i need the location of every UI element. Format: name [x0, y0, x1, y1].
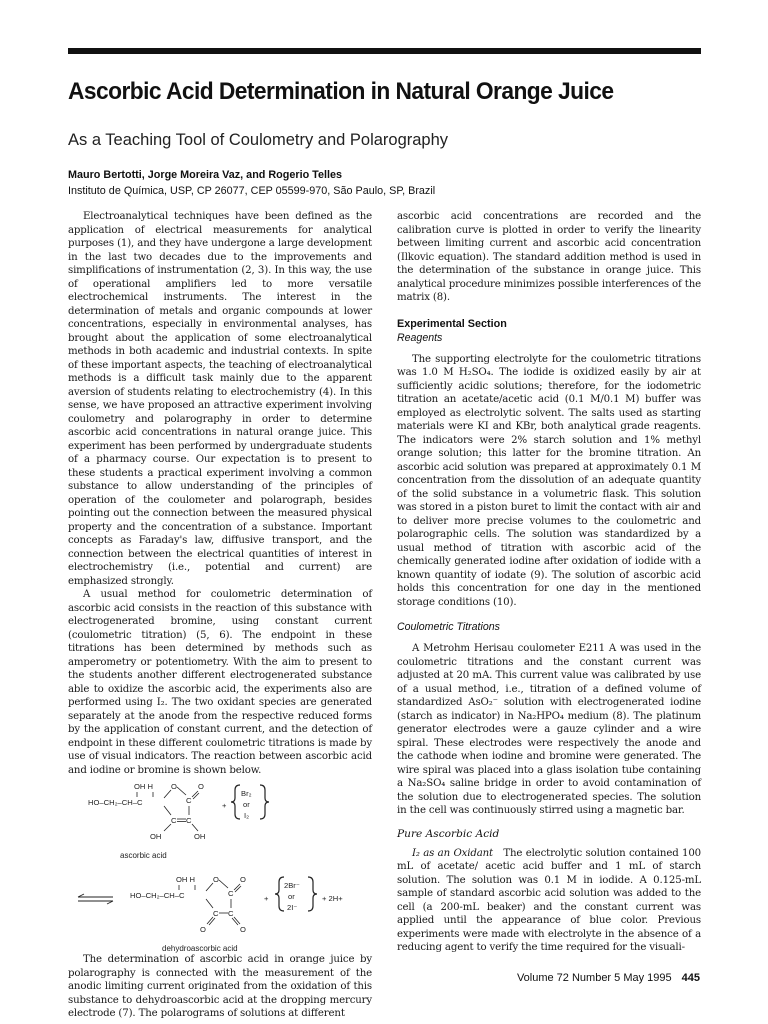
product-carbonyl-o: O: [240, 875, 246, 884]
product-carbonyl-c: C: [228, 889, 234, 898]
reactant-ring-c1: C: [171, 816, 177, 825]
right-column: [397, 210, 701, 955]
coulometric-method-paragraph: A usual method for coulometric determination of ascorbic acid consists in the reaction of this substance with electrogenerated bromine, using constant current (coulometric titration) (5, 6). The endpoint in these titrations has been determined by methods such as amperometry or potentiometry. With the aim to present to the students another different electrogenerated substance able to oxidize the ascorbic acid, the experiments also are performed using I₂. The two oxidant species are generated separately at the anode from the respective reduced forms by the application of constant current, and the detection of endpoint in these different coulometric titrations is made by use of visual indicators. The reaction between ascorbic acid and iodine or bromine is shown below.: [68, 589, 372, 776]
coulometric-titrations-heading: Coulometric Titrations: [397, 621, 500, 633]
dehydroascorbic-acid-label: dehydroascorbic acid: [162, 944, 238, 953]
reactant-oh-left: OH: [150, 832, 162, 841]
product-oh-h: OH H: [176, 875, 195, 884]
reactant-carbonyl-c: C: [186, 796, 192, 805]
oxidant-bromine: Br₂: [241, 789, 252, 798]
author-list: Mauro Bertotti, Jorge Moreira Vaz, and Rogerio Telles: [68, 169, 342, 181]
article-subtitle: As a Teaching Tool of Coulometry and Polarography: [68, 131, 449, 149]
oxidant-iodine: I₂: [244, 811, 250, 820]
reaction-scheme-drawing: [68, 777, 372, 953]
reaction-scheme: [68, 777, 372, 953]
product-keto-o-left: O: [200, 925, 206, 934]
proton-term: + 2H+: [322, 894, 343, 903]
ascorbic-acid-label: ascorbic acid: [120, 851, 167, 860]
intro-paragraph: Electroanalytical techniques have been defined as the application of electrical measurements for analytical purposes (1), and they have undergone a large development in the last two decades due to the improvements and simplifications of instrumentation (2, 3). In this way, the use of operational amplifiers led to more versatile electrochemical instruments. The interest in the determination of metals and organic compounds at lower concentrations, especially in environmental analyses, has brought about the application of some electroanalytical methods in both academic and industrial contexts. In spite of these important aspects, the teaching of electroanalytical methods is a difficult task mainly due to the apparent aversion of students relating to electrochemistry (4). In this sense, we have proposed an attractive experiment involving coulometry and polarography in order to determine ascorbic acid concentrations in natural orange juice. This experiment has been performed by undergraduate students of a pharmacy course. Our expectation is to present to these students a practical experiment involving a common substance to allow understanding of the principles of operation of the coulometer and polarograph, besides pointing out the connection between the measured physical property and the concentration of a substance. Important concepts as Faraday's law, diffusive transport, and the connection between the electrical quantities of interest in electrochemistry (i.e., potential and current) are emphasized strongly.: [68, 211, 372, 587]
product-keto-o-right: O: [240, 925, 246, 934]
affiliation: Instituto de Química, USP, CP 26077, CEP 05599-970, São Paulo, SP, Brazil: [68, 185, 436, 197]
page-number: 445: [681, 972, 700, 984]
left-column: [68, 210, 372, 1021]
journal-issue: Volume 72 Number 5 May 1995: [516, 972, 672, 984]
product-ring-c2: C: [228, 909, 234, 918]
reduced-iodide: 2I⁻: [287, 903, 298, 912]
reactant-carbonyl-o: O: [198, 782, 204, 791]
plus-sign-2: +: [264, 894, 269, 903]
reactant-ring-o: O: [171, 782, 177, 791]
article-title: Ascorbic Acid Determination in Natural Orange Juice: [68, 78, 614, 105]
reduced-bromide: 2Br⁻: [284, 881, 300, 890]
experimental-section-heading: Experimental Section: [397, 317, 507, 330]
top-rule: [68, 48, 701, 54]
calibration-paragraph: ascorbic acid concentrations are recorded and the calibration curve is plotted in order to verify the linearity between limiting current and ascorbic acid concentration (Ilkovic equation). The standard addition method is used in the determination of the substance in orange juice. This analytical procedure minimizes possible interferences of the matrix (8).: [397, 211, 701, 303]
reduced-or: or: [288, 892, 295, 901]
iodine-oxidant-paragraph: [397, 847, 701, 955]
reactant-ring-c2: C: [186, 816, 192, 825]
oxidant-or: or: [243, 800, 250, 809]
plus-sign-1: +: [222, 801, 227, 810]
reactant-chain: HO–CH₂–CH–C: [88, 798, 143, 807]
reactant-oh-right: OH: [194, 832, 206, 841]
reagents-paragraph: The supporting electrolyte for the coulometric titrations was 1.0 M H₂SO₄. The iodide is oxidized easily by air at sufficiently acidic solutions; therefore, for the iodometric titration an acetate/acetic acid (0.1 M/0.1 M) buffer was employed as electrolytic solvent. The salts used as starting materials were KI and KBr, both analytical grade reagents. The indicators were 2% starch solution and 1% methyl orange solution; this latter for the bromine titration. An ascorbic acid solution was prepared at approximately 0.1 M concentration from the dissolution of an adequate quantity of the solid substance in a volumetric flask. This solution was stored in a piston buret to limit the contact with air and to deliver more precise volumes to the coulometric and polarographic cells. The solution was standardized by a usual method of titration with ascorbic acid of the chemically generated iodine after oxidation of iodide with a known quantity of iodate (9). The solution of ascorbic acid holds this concentration for one day in the mentioned storage conditions (10).: [397, 353, 701, 608]
product-ring-c1: C: [213, 909, 219, 918]
reactant-oh-h: OH H: [134, 782, 153, 791]
iodine-oxidant-heading: I₂ as an Oxidant: [412, 847, 494, 859]
product-chain: HO–CH₂–CH–C: [130, 891, 185, 900]
polarography-paragraph: The determination of ascorbic acid in orange juice by polarography is connected with the measurement of the anodic limiting current originated from the oxidation of this substance to dehydroascorbic acid at the dropping mercury electrode (7). The polarograms of solutions at different: [68, 954, 372, 1019]
pure-ascorbic-acid-heading: Pure Ascorbic Acid: [397, 827, 500, 840]
page-footer: [478, 972, 700, 984]
coulometric-titrations-paragraph: A Metrohm Herisau coulometer E211 A was used in the coulometric titrations and the constant current was adjusted at 20 mA. This current value was calibrated by use of a usual method, i.e., titration of a defined volume of standardized AsO₂⁻ solution with electrogenerated iodine (starch as indicator) in Na₂HPO₄ medium (8). The platinum generator electrodes were a gauze cylinder and a wire spiral. These electrodes were respectively the anode and the cathode when iodine and bromine were generated. The wire spiral was placed into a glass isolation tube containing a Na₂SO₄ saline bridge in order to avoid contamination of the solution due to electrogenerated species. The solution in the cell was continuously stirred using a magnetic bar.: [397, 643, 701, 816]
reagents-heading: Reagents: [397, 331, 443, 344]
iodine-oxidant-text: The electrolytic solution contained 100 mL of acetate/ acetic acid buffer and 1 mL of starch solution. The solution was 0.1 M in iodide. A 0.125-mL sample of standard ascorbic acid solution was added to the cell (a 200-mL beaker) and the constant current was applied until the appearance of blue color. Previous experiments were made with electrolyte in the absence of a reducing agent to verify the time required for the visuali-: [397, 847, 702, 953]
product-ring-o: O: [213, 875, 219, 884]
